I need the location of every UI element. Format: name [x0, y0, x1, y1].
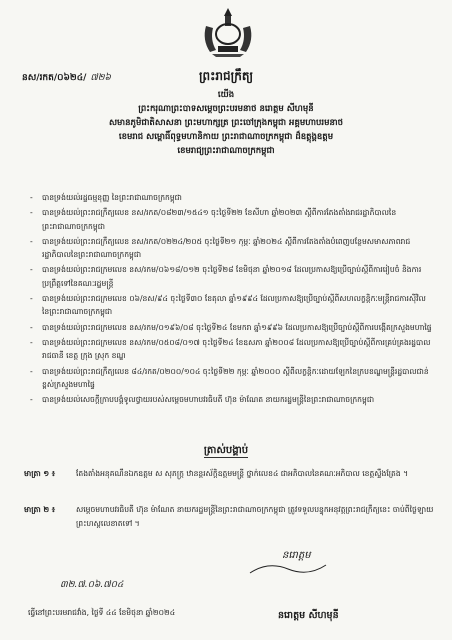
reference-item: - បានទ្រង់យល់រដ្ឋធម្មនុញ្ញ នៃព្រះរាជាណាចក្រកម្ពុជា	[30, 193, 182, 202]
reference-item: - បានទ្រង់យល់ព្រះរាជក្រមលេខ នស/រកម/០១៩៦/០៨ ចុះថ្ងៃទី២៤ ខែមករា ឆ្នាំ១៩៩៦ ដែលប្រកាសឱ្យប្រើច្បាប់ស្តីពីការបង្កើតក្រសួងមហាផ្ទៃ	[30, 322, 432, 332]
document-number-printed: នស/រកត/០៦២៤/	[22, 73, 87, 83]
signer-name: នរោត្តម សីហមុនី	[278, 610, 339, 621]
reference-item: - បានទ្រង់យល់ព្រះរាជក្រឹត្យលេខ ៨៤/រកត/០២០០/១០៤ ចុះថ្ងៃទី២២ កុម្ភៈ ឆ្នាំ២០០០ ស្តីពីលក្ខន្តិកៈដោយឡែកនៃក្របខណ្ឌមន្ត្រីរដ្ឋបាលជាន់ខ្ពស់ក្រសួងមហាផ្ទៃ	[30, 366, 429, 389]
handwritten-stamp-number: ៣២.៧.០៦.៧០៤	[60, 580, 124, 590]
article-label: មាត្រា ២ ៖	[24, 505, 56, 514]
handwritten-signature: នរោត្តម	[282, 550, 311, 561]
article-1	[24, 467, 434, 481]
place-and-date: ធ្វើនៅព្រះបរមរាជវាំង, ថ្ងៃទី ៤៤ ខែមិថុនា ឆ្នាំ២០២៤	[28, 608, 176, 617]
article-label: មាត្រា ១ ៖	[24, 469, 56, 478]
signature-flourish	[248, 555, 328, 577]
document-number-handwritten: ៧២៦	[90, 73, 111, 83]
king-title-line-2: សមានភូមិជាតិសាសនា ព្រះមហាក្សត្រ ព្រះចៅក្រុងកម្ពុជា អគ្គមហាបរមនាថ	[108, 118, 344, 128]
king-title-line-1: ព្រះករុណាព្រះបាទសម្តេចព្រះបរមនាថ នរោត្តម សីហមុនី	[138, 104, 314, 114]
king-title-line-3: ខេមរាជ សម្ពោធិ៍ពុទ្ធមហានិកាយ ព្រះរាជាណាចក្រកម្ពុជា ដ៏ឧត្តុង្គឧត្តម	[118, 132, 334, 142]
references-list	[30, 191, 435, 408]
royal-coat-of-arms-emblem	[200, 6, 256, 58]
reference-item: - បានទ្រង់យល់ព្រះរាជក្រឹត្យលេខ នស/រកត/០២២៤/២០៥ ចុះថ្ងៃទី២១ កុម្ភៈ ឆ្នាំ២០២៤ ស្តីពីការតែងតាំងបំពេញបន្ថែមសមាសភាពរាជរដ្ឋាភិបាលនៃព្រះរាជាណាចក្រកម្ពុជា	[30, 236, 411, 260]
article-text: តែងតាំងអនុគណឹនឯកឧត្តម ស សុភក្រ្ក ឋានន្តរស័ក្តិឧត្តមមន្ត្រី ថ្នាក់លេខ៤ ជាអភិបាលនៃគណៈអភិបាល ខេត្តស្ទឹងត្រែង ។	[76, 469, 409, 478]
preamble-we: យើង	[217, 90, 235, 100]
reference-item: - បានទ្រង់យល់ព្រះរាជក្រមលេខ នស/រកម/០៦១៨/០១២ ចុះថ្ងៃទី២៨ ខែមិថុនា ឆ្នាំ២០១៨ ដែលប្រកាសឱ្យប្រើច្បាប់ស្តីពីការរៀបចំ និងការប្រព្រឹត្តទៅនៃគណៈរដ្ឋមន្ត្រី	[30, 265, 422, 288]
article-2	[24, 503, 434, 530]
decree-title: ព្រះរាជក្រឹត្យ	[198, 69, 254, 83]
reference-item: - បានទ្រង់យល់ព្រះរាជក្រឹត្យលេខ នស/រកត/០៨២៣/១៥៤១ ចុះថ្ងៃទី២២ ខែសីហា ឆ្នាំ២០២៣ ស្តីពីការតែងតាំងរាជរដ្ឋាភិបាលនៃព្រះរាជាណាចក្រកម្ពុជា	[30, 208, 397, 231]
reference-item: - បានទ្រង់យល់ព្រះរាជក្រមលេខ ០៦/នស/៩៤ ចុះថ្ងៃទី៣០ ខែតុលា ឆ្នាំ១៩៩៤ ដែលប្រកាសឱ្យប្រើច្បាប់ស្តីពីសហលក្ខន្តិកៈមន្ត្រីរាជការស៊ីវិល នៃព្រះរាជាណាចក្រកម្ពុជា	[30, 294, 426, 317]
section-title-decrees: ត្រាស់បង្គាប់	[203, 445, 249, 456]
reference-item: - បានទ្រង់យល់ព្រះរាជក្រមលេខ នស/រកម/០៥០៨/០១៧ ចុះថ្ងៃទី២៤ ខែឧសភា ឆ្នាំ២០០៨ ដែលប្រកាសឱ្យប្រើច្បាប់ស្តីពីការគ្រប់គ្រងរដ្ឋបាលរាជធានី ខេត្ត ក្រុង ស្រុក ខណ្ឌ	[30, 337, 431, 361]
reference-item: - បានទ្រង់យល់សេចក្តីក្រាបបង្គំទូលថ្វាយរបស់សម្តេចមហាបវរធិបតី ហ៊ុន ម៉ាណែត នាយករដ្ឋមន្ត្រីនៃព្រះរាជាណាចក្រកម្ពុជា	[30, 395, 375, 405]
king-title-line-4: ខេមរាជ្យព្រះរាជាណាចក្រកម្ពុជា	[177, 146, 275, 156]
article-text: សម្តេចមហាបវរធិបតី ហ៊ុន ម៉ាណែត នាយករដ្ឋមន្ត្រីនៃព្រះរាជាណាចក្រកម្ពុជា ត្រូវទទួលបន្ទុកអនុវត្តព្រះរាជក្រឹត្យនេះ ចាប់ពីថ្ងៃឡាយព្រះហស្តលេខាតទៅ ។	[76, 505, 434, 528]
